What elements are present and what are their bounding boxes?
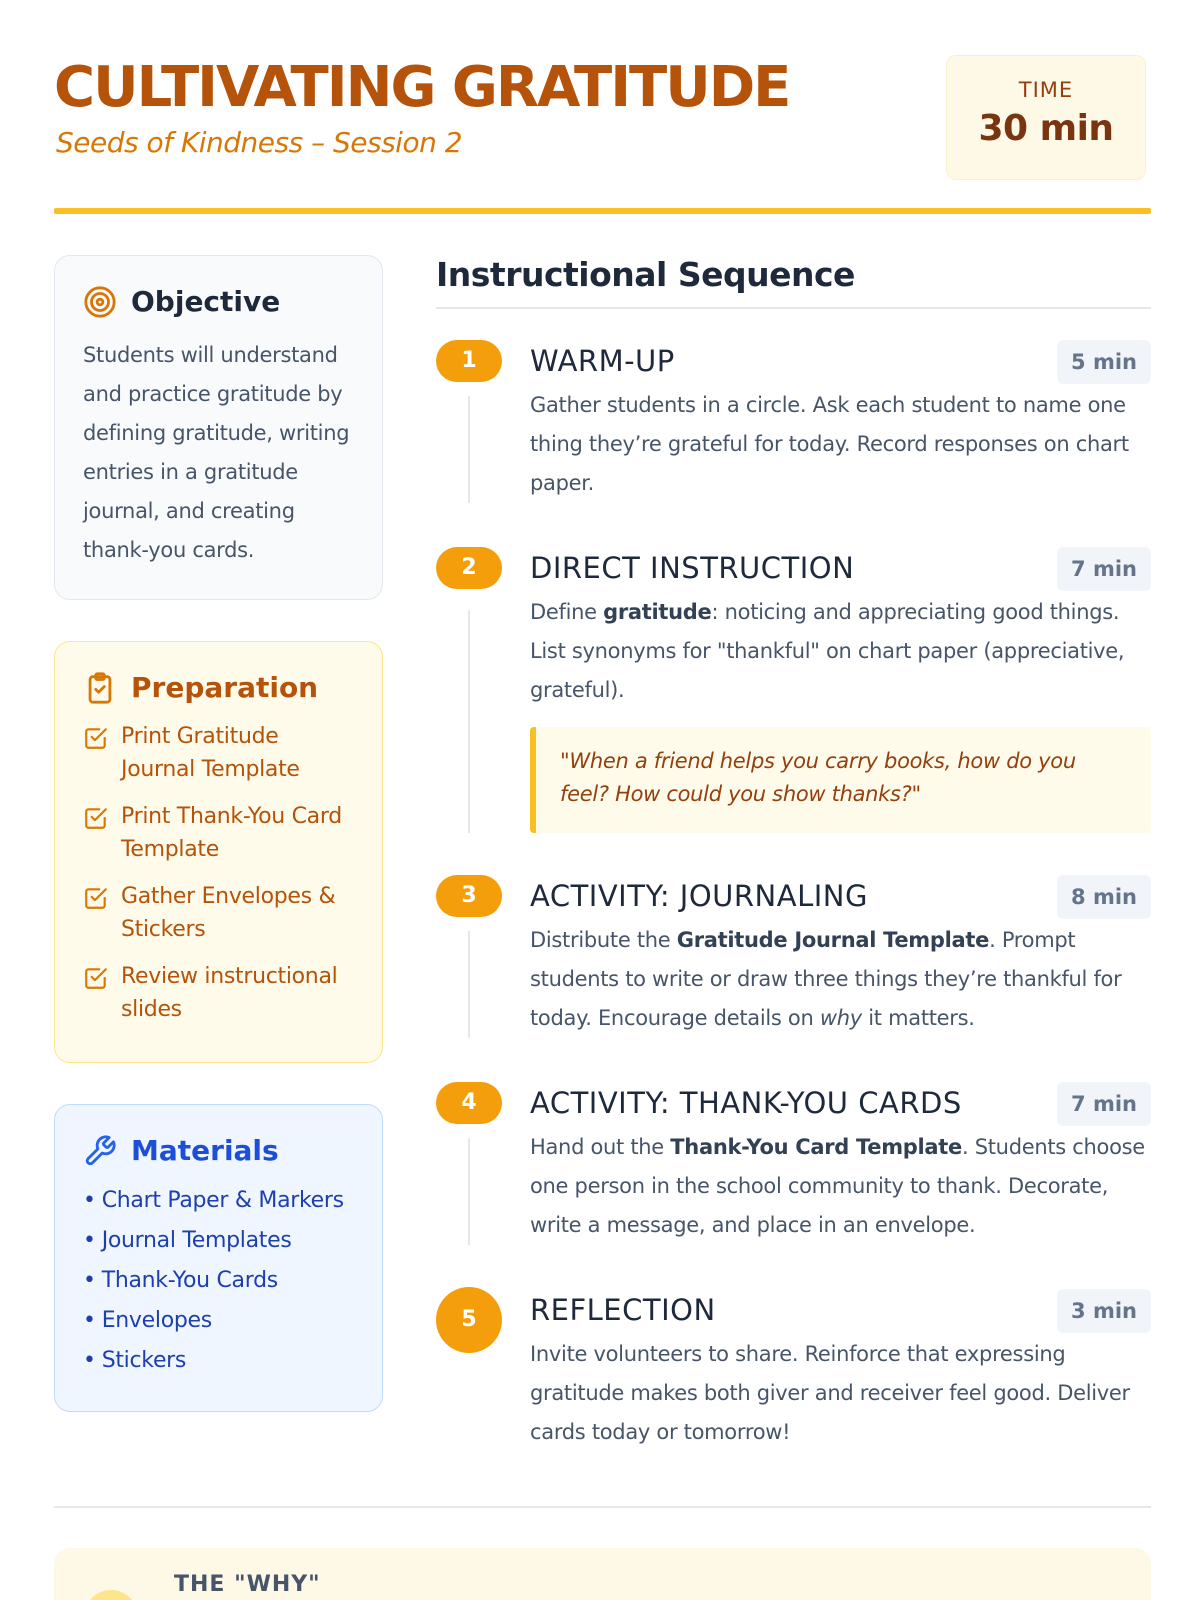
clipboard-check-icon xyxy=(83,671,117,705)
checkbox-checked-icon xyxy=(83,885,109,911)
prep-item xyxy=(83,720,354,786)
material-item: • Chart Paper & Markers xyxy=(83,1181,354,1221)
step-description xyxy=(530,1128,1151,1245)
step-number-badge: 1 xyxy=(436,340,502,382)
timeline-line xyxy=(468,396,470,503)
lesson-header xyxy=(54,55,1146,180)
header-divider xyxy=(54,208,1151,214)
why-label: THE "WHY" xyxy=(174,1572,321,1597)
text-segment: Define xyxy=(530,600,604,624)
key-term: Gratitude Journal Template xyxy=(676,928,990,952)
why-section xyxy=(54,1548,1151,1600)
prep-item-label: Gather Envelopes & Stickers xyxy=(121,884,336,942)
step-description: Invite volunteers to share. Reinforce that expressing gratitude makes both giver and receiver feel good. Deliver cards today or tomorrow! xyxy=(530,1342,1130,1444)
checkbox-checked-icon xyxy=(83,725,109,751)
text-segment: Distribute the xyxy=(530,928,677,952)
step-name: ACTIVITY: JOURNALING xyxy=(530,879,868,913)
time-value: 30 min xyxy=(978,108,1114,149)
timeline-line xyxy=(468,931,470,1038)
sequence-heading: Instructional Sequence xyxy=(436,255,855,294)
footer-divider xyxy=(54,1506,1151,1508)
step-duration: 7 min xyxy=(1057,1082,1151,1126)
prep-item xyxy=(83,960,354,1026)
sequence-divider xyxy=(436,307,1151,309)
materials-list xyxy=(83,1181,354,1381)
objective-heading-row xyxy=(83,284,354,320)
timeline-line xyxy=(468,610,470,833)
step-name: WARM-UP xyxy=(530,344,675,378)
text-segment: . Prompt students to write or draw three things they’re thankful for today. Encourage details on xyxy=(530,928,1122,1030)
time-box xyxy=(946,55,1146,180)
step-number-badge: 5 xyxy=(436,1287,502,1353)
key-term: gratitude xyxy=(603,600,712,624)
step-duration: 7 min xyxy=(1057,547,1151,591)
materials-heading-row xyxy=(83,1133,354,1169)
prep-item xyxy=(83,800,354,866)
text-segment: : noticing and appreciating good things. List synonyms for "thankful" on chart paper (appreciative, grateful). xyxy=(530,600,1125,702)
material-item: • Journal Templates xyxy=(83,1221,354,1261)
step-duration: 5 min xyxy=(1057,340,1151,384)
page-subtitle: Seeds of Kindness – Session 2 xyxy=(56,126,463,159)
page-title: CULTIVATING GRATITUDE xyxy=(54,55,790,120)
discussion-quote: "When a friend helps you carry books, how do you feel? How could you show thanks?" xyxy=(530,727,1151,833)
step-duration: 8 min xyxy=(1057,875,1151,919)
wrench-icon xyxy=(83,1134,117,1168)
prep-item-label: Print Gratitude Journal Template xyxy=(121,724,300,782)
material-item: • Thank-You Cards xyxy=(83,1261,354,1301)
checkbox-checked-icon xyxy=(83,805,109,831)
prep-item xyxy=(83,880,354,946)
timeline-line xyxy=(468,1138,470,1245)
material-item: • Stickers xyxy=(83,1341,354,1381)
objective-card xyxy=(54,255,383,600)
target-icon xyxy=(83,285,117,319)
step-description xyxy=(530,593,1151,710)
objective-heading: Objective xyxy=(131,285,281,318)
materials-card xyxy=(54,1104,383,1412)
preparation-heading: Preparation xyxy=(131,671,319,704)
step-name: ACTIVITY: THANK-YOU CARDS xyxy=(530,1086,962,1120)
prep-item-label: Print Thank-You Card Template xyxy=(121,804,342,862)
lightbulb-icon xyxy=(84,1590,138,1600)
step-name: DIRECT INSTRUCTION xyxy=(530,551,855,585)
key-term: Thank-You Card Template xyxy=(670,1135,962,1159)
step-duration: 3 min xyxy=(1057,1289,1151,1333)
objective-text: Students will understand and practice gratitude by defining gratitude, writing entries in a gratitude journal, and creating thank-you cards. xyxy=(83,343,350,562)
prep-item-label: Review instructional slides xyxy=(121,964,338,1022)
text-segment: it matters. xyxy=(861,1006,975,1030)
text-segment: . Students choose one person in the school community to thank. Decorate, write a message, and place in an envelope. xyxy=(530,1135,1145,1237)
step-description: Gather students in a circle. Ask each student to name one thing they’re grateful for today. Record responses on chart paper. xyxy=(530,393,1129,495)
preparation-heading-row xyxy=(83,670,354,706)
time-label: TIME xyxy=(1018,78,1074,102)
checkbox-checked-icon xyxy=(83,965,109,991)
step-number-badge: 3 xyxy=(436,875,502,917)
material-item: • Envelopes xyxy=(83,1301,354,1341)
text-segment: Hand out the xyxy=(530,1135,671,1159)
step-name: REFLECTION xyxy=(530,1293,716,1327)
step-description xyxy=(530,921,1151,1038)
materials-heading: Materials xyxy=(131,1134,279,1167)
preparation-card xyxy=(54,641,383,1063)
step-number-badge: 4 xyxy=(436,1082,502,1124)
emphasis: why xyxy=(819,1006,862,1030)
preparation-list xyxy=(83,720,354,1026)
step-number-badge: 2 xyxy=(436,547,502,589)
